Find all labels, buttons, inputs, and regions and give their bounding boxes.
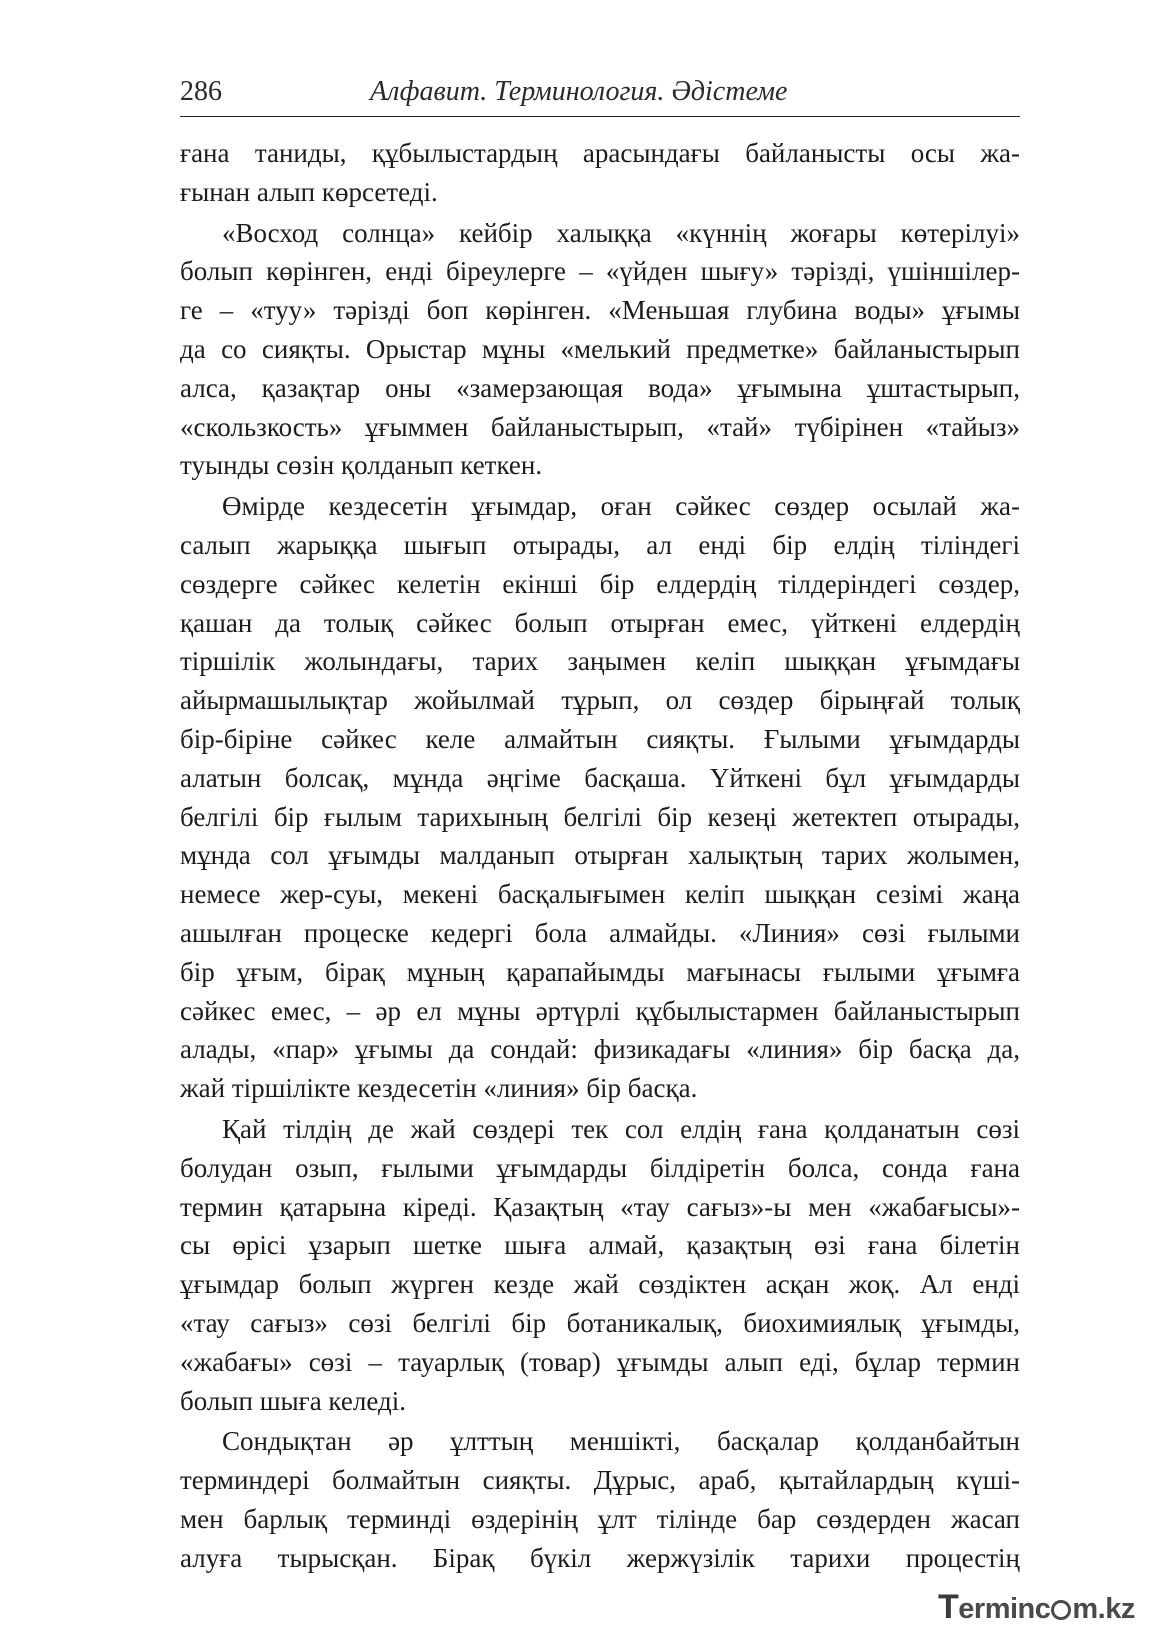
text-line: бір ұғым, бірақ мұның қарапайымды мағынасы ғылыми ұғымға bbox=[180, 956, 1020, 987]
text-line: болып көрінген, енді біреулерге – «үйден шығу» тәрізді, үшіншілер- bbox=[180, 256, 1020, 287]
text-line: «скользкость» ұғыммен байланыстырып, «тай» түбірінен «тайыз» bbox=[180, 411, 1020, 442]
text-line: мұнда сол ұғымды малданып отырған халықтың тарих жолымен, bbox=[180, 840, 1020, 871]
text-line: сы өрісі ұзарып шетке шыға алмай, қазақтың өзі ғана білетін bbox=[180, 1230, 1020, 1261]
text-line: сәйкес емес, – әр ел мұны әртүрлі құбылыстармен байланыстырып bbox=[180, 995, 1020, 1026]
paragraph bbox=[180, 214, 1020, 486]
text-line: ғынан алып көрсетеді. bbox=[180, 176, 438, 207]
text-line: алса, қазақтар оны «замерзающая вода» ұғымына ұштастырып, bbox=[180, 372, 1020, 403]
text-line: алатын болсақ, мұнда әңгіме басқаша. Үйткені бұл ұғымдарды bbox=[180, 762, 1020, 793]
watermark-initial: T bbox=[938, 1588, 959, 1626]
text-line: да со сияқты. Орыстар мұны «мелький предметке» байланыстырып bbox=[180, 333, 1020, 364]
text-line: алады, «пар» ұғымы да сондай: физикадағы «линия» бір басқа да, bbox=[180, 1034, 1020, 1065]
text-line: «Восход солнца» кейбір халыққа «күннің жоғары көтерілуі» bbox=[222, 217, 1020, 248]
text-line: немесе жер-суы, мекені басқалығымен келіп шыққан сезімі жаңа bbox=[180, 879, 1020, 910]
text-line: салып жарыққа шығып отырады, ал енді бір елдің тіліндегі bbox=[180, 529, 1020, 560]
paragraph bbox=[180, 1110, 1020, 1420]
text-line: тіршілік жолындағы, тарих заңымен келіп шыққан ұғымдағы bbox=[180, 646, 1020, 677]
text-line: ашылған процеске кедергі бола алмайды. «Линия» сөзі ғылыми bbox=[180, 917, 1020, 948]
paragraph bbox=[180, 487, 1020, 1108]
text-line: терминдері болмайтын сияқты. Дұрыс, араб, қытайлардың күші- bbox=[180, 1465, 1020, 1496]
text-line: «жабағы» сөзі – тауарлық (товар) ұғымды алып еді, бұлар термин bbox=[180, 1346, 1020, 1377]
text-line: сөздерге сәйкес келетін екінші бір елдердің тілдеріндегі сөздер, bbox=[180, 568, 1020, 599]
magnifier-icon bbox=[1051, 1600, 1071, 1620]
page-number: 286 bbox=[180, 76, 222, 107]
text-line: термин қатарына кіреді. Қазақтың «тау сағыз»-ы мен «жабағысы»- bbox=[180, 1191, 1020, 1222]
text-line: ге – «туу» тәрізді боп көрінген. «Меньшая глубина воды» ұғымы bbox=[180, 295, 1020, 326]
termincom-watermark bbox=[938, 1588, 1138, 1628]
text-line: болып шыға келеді. bbox=[180, 1385, 406, 1416]
paragraph bbox=[180, 1422, 1020, 1577]
text-line: ұғымдар болып жүрген кезде жай сөздіктен асқан жоқ. Ал енді bbox=[180, 1269, 1020, 1300]
text-line: ғана таниды, құбылыстардың арасындағы байланысты осы жа- bbox=[180, 138, 1020, 168]
text-line: айырмашылықтар жойылмай тұрып, ол сөздер бірыңғай толық bbox=[180, 685, 1020, 716]
text-line: алуға тырысқан. Бірақ бүкіл жержүзілік тарихи процестің bbox=[180, 1542, 1020, 1573]
watermark-text-middle: erminc bbox=[958, 1593, 1051, 1625]
paragraph bbox=[180, 134, 1020, 212]
text-line: болудан озып, ғылыми ұғымдарды білдіретін болса, сонда ғана bbox=[180, 1152, 1020, 1183]
text-line: Сондықтан әр ұлттың меншікті, басқалар қолданбайтын bbox=[222, 1426, 1020, 1457]
running-title: Алфавит. Терминология. Әдістеме bbox=[370, 76, 788, 107]
text-line: Өмірде кездесетін ұғымдар, оған сәйкес сөздер осылай жа- bbox=[222, 491, 1020, 522]
text-line: Қай тілдің де жай сөздері тек сол елдің ғана қолданатын сөзі bbox=[222, 1113, 1020, 1144]
text-line: белгілі бір ғылым тарихының белгілі бір кезеңі жетектеп отырады, bbox=[180, 801, 1020, 832]
text-line: қашан да толық сәйкес болып отырған емес, үйткені елдердің bbox=[180, 607, 1020, 638]
body-text bbox=[180, 134, 1020, 1577]
text-line: туынды сөзін қолданып кеткен. bbox=[180, 450, 543, 481]
text-line: мен барлық терминді өздерінің ұлт тілінде бар сөздерден жасап bbox=[180, 1503, 1020, 1534]
text-line: бір-біріне сәйкес келе алмайтын сияқты. Ғылыми ұғымдарды bbox=[180, 723, 1020, 754]
text-line: «тау сағыз» сөзі белгілі бір ботаникалық, биохимиялық ұғымды, bbox=[180, 1307, 1020, 1338]
page-header bbox=[180, 72, 1020, 117]
text-line: жай тіршілікте кездесетін «линия» бір басқа. bbox=[180, 1073, 698, 1104]
watermark-text-suffix: m.kz bbox=[1072, 1593, 1135, 1625]
